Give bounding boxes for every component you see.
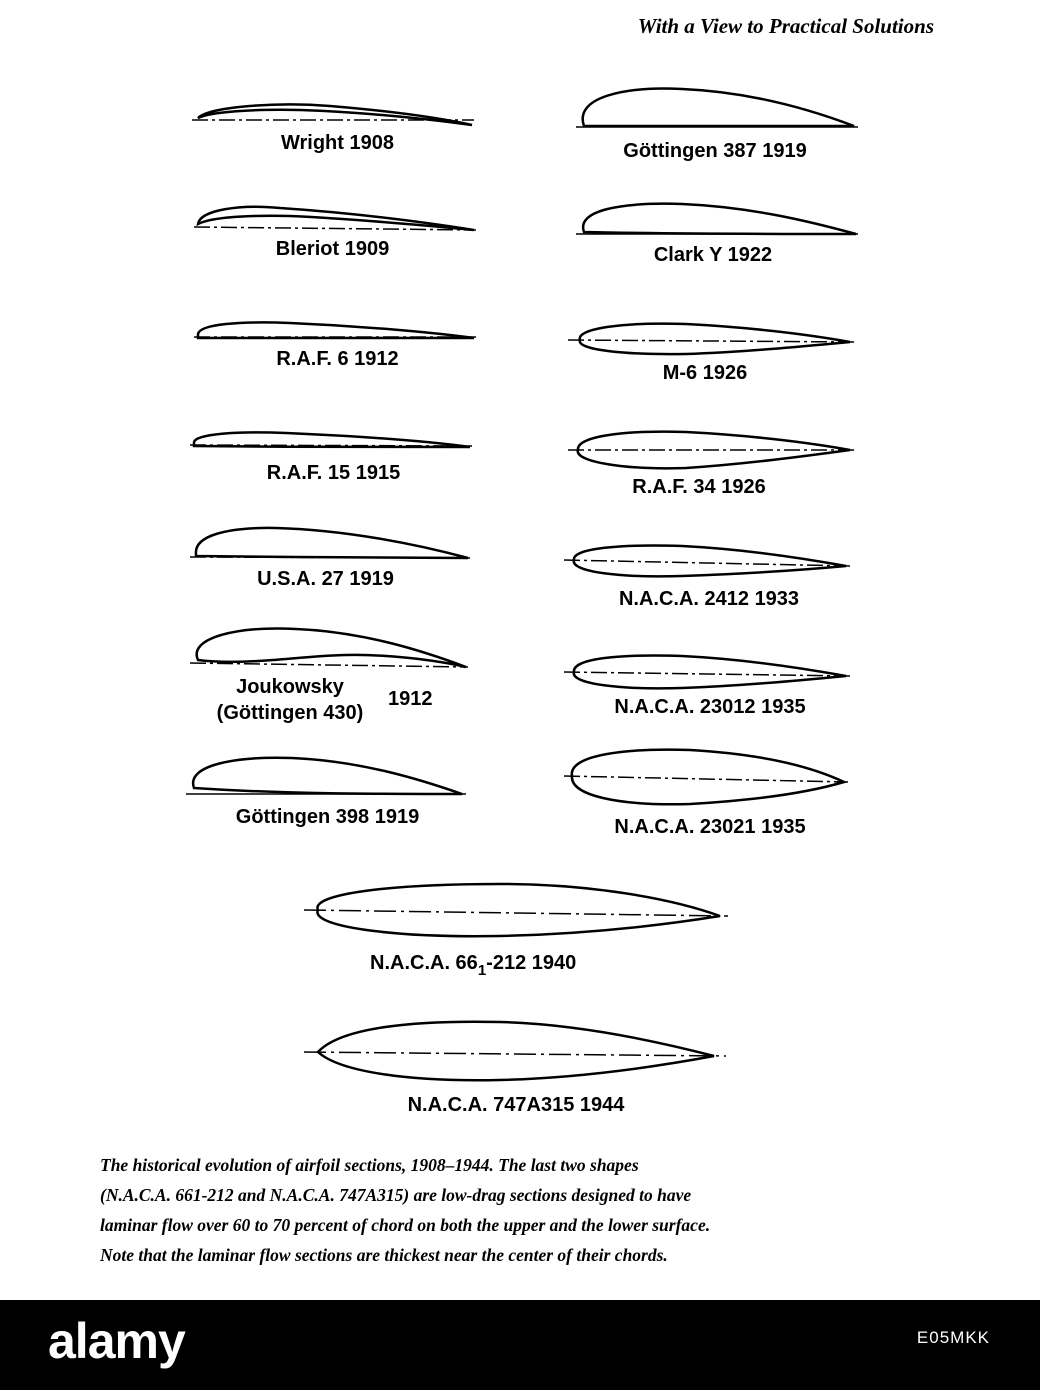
page-header: With a View to Practical Solutions: [637, 14, 934, 38]
label-joukowsky-year: 1912: [388, 688, 433, 710]
airfoil-naca23012-1935: [562, 650, 852, 698]
alamy-logo: alamy: [48, 1313, 185, 1369]
airfoil-usa27-1919: [186, 522, 476, 566]
label-joukowsky-line2: (Göttingen 430): [216, 702, 364, 724]
label-raf15: R.A.F. 15 1915: [266, 462, 401, 484]
caption-line-1: The historical evolution of airfoil sections, 1908–1944. The last two shapes: [100, 1155, 639, 1175]
airfoil-raf34-1926: [566, 428, 856, 472]
label-joukowsky-line1: Joukowsky: [236, 676, 344, 698]
label-joukowsky: [200, 674, 380, 726]
label-gottingen387: Göttingen 387 1919: [623, 140, 807, 162]
caption-line-4: Note that the laminar flow sections are thickest near the center of their chords.: [100, 1245, 668, 1265]
label-naca66-subscript: 1: [477, 962, 487, 979]
label-naca66-212: N.A.C.A. $66_1-212$ 1940: [370, 952, 577, 979]
label-naca23021: N.A.C.A. 23021 1935: [614, 816, 806, 838]
airfoil-gottingen398-1919: [182, 752, 472, 798]
label-gottingen398: Göttingen 398 1919: [235, 806, 420, 828]
label-raf34: R.A.F. 34 1926: [632, 476, 766, 498]
airfoil-naca747a315-1944: [300, 1016, 732, 1088]
image-id: E05MKK: [916, 1328, 990, 1347]
figure-caption: [100, 1150, 938, 1270]
airfoil-joukowsky-1912: [186, 624, 476, 674]
airfoil-naca66-212-1940: [300, 878, 732, 942]
label-bleriot: Bleriot 1909: [275, 238, 390, 260]
airfoil-wright-1908: [190, 96, 480, 132]
label-naca23012: N.A.C.A. 23012 1935: [614, 696, 806, 718]
label-usa27: U.S.A. 27 1919: [257, 568, 394, 590]
label-clarky: Clark Y 1922: [653, 244, 773, 266]
caption-line-3: laminar flow over 60 to 70 percent of chord on both the upper and the lower surface.: [100, 1215, 711, 1235]
airfoil-naca2412-1933: [562, 540, 852, 584]
label-m6: M-6 1926: [662, 362, 748, 384]
caption-line-2: (N.A.C.A. 661-212 and N.A.C.A. 747A315) are low-drag sections designed to have: [100, 1185, 692, 1205]
airfoil-m6-1926: [566, 318, 856, 358]
airfoil-gottingen387-1919: [572, 84, 862, 132]
label-naca747a315: N.A.C.A. 747A315 1944: [407, 1094, 625, 1116]
label-raf6: R.A.F. 6 1912: [276, 348, 399, 370]
airfoil-naca23021-1935: [560, 744, 850, 812]
airfoil-raf15-1915: [186, 424, 476, 454]
airfoil-clarky-1922: [572, 198, 862, 240]
airfoil-raf6-1912: [190, 314, 480, 344]
airfoil-bleriot-1909: [190, 198, 480, 234]
label-naca2412: N.A.C.A. 2412 1933: [618, 588, 800, 610]
label-wright: Wright 1908: [280, 132, 394, 154]
